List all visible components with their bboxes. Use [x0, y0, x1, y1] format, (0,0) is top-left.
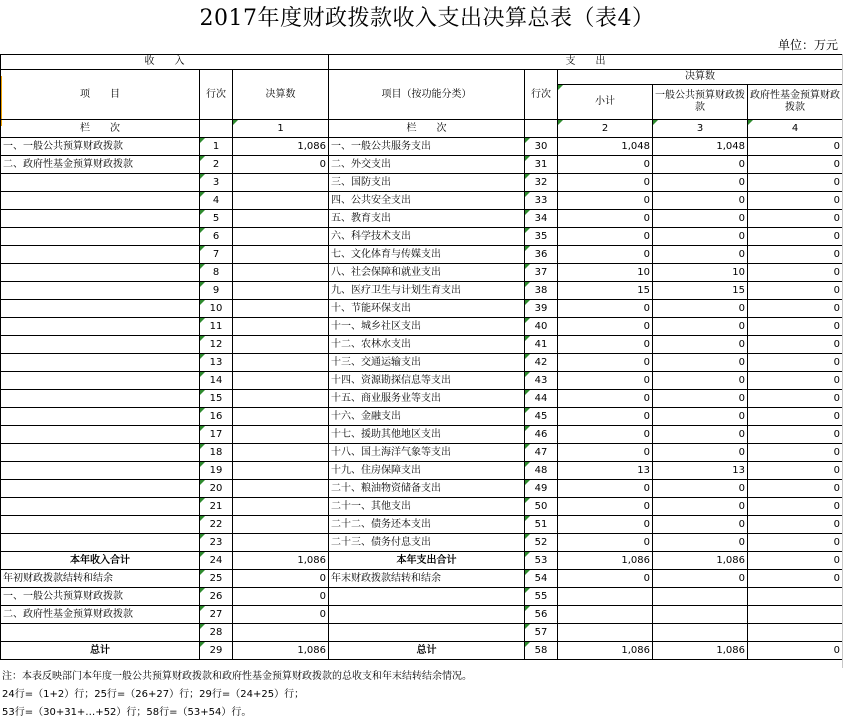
- expense-general-cell[interactable]: 0: [653, 444, 748, 462]
- expense-line-no-cell[interactable]: 37: [525, 264, 558, 282]
- expense-fund-cell[interactable]: 0: [748, 174, 843, 192]
- subtotal-header[interactable]: 小计: [558, 85, 653, 120]
- expense-general-cell[interactable]: 0: [653, 570, 748, 588]
- expense-line-no-cell[interactable]: 51: [525, 516, 558, 534]
- column-label-blank-right[interactable]: [525, 120, 558, 138]
- expense-subtotal-cell[interactable]: 0: [558, 390, 653, 408]
- expense-subtotal-cell[interactable]: 10: [558, 264, 653, 282]
- expense-fund-cell[interactable]: [748, 624, 843, 642]
- expense-item-cell[interactable]: [329, 624, 525, 642]
- income-item-cell[interactable]: [1, 282, 200, 300]
- expense-general-cell[interactable]: 0: [653, 408, 748, 426]
- expense-subtotal-cell[interactable]: 1,048: [558, 138, 653, 156]
- expense-line-no-cell[interactable]: 57: [525, 624, 558, 642]
- expense-general-cell[interactable]: 0: [653, 516, 748, 534]
- expense-line-no-cell[interactable]: 32: [525, 174, 558, 192]
- table-row: [1, 462, 843, 480]
- income-line-no-cell[interactable]: 2: [200, 156, 233, 174]
- expense-fund-cell[interactable]: 0: [748, 228, 843, 246]
- income-amount-cell[interactable]: 0: [233, 606, 329, 624]
- table-row: [1, 174, 843, 192]
- expense-item-cell[interactable]: 七、文化体育与传媒支出: [329, 246, 525, 264]
- income-amount-cell[interactable]: 1,086: [233, 642, 329, 660]
- note-line-3: 53行=（30+31+…+52）行；58行=（53+54）行。: [2, 707, 252, 718]
- expense-subtotal-cell[interactable]: 0: [558, 246, 653, 264]
- expense-line-no-cell[interactable]: 39: [525, 300, 558, 318]
- income-amount-cell[interactable]: [233, 390, 329, 408]
- income-item-cell[interactable]: 总计: [1, 642, 200, 660]
- income-item-cell[interactable]: [1, 462, 200, 480]
- table-row: [1, 300, 843, 318]
- expense-fund-cell[interactable]: 0: [748, 480, 843, 498]
- income-item-cell[interactable]: [1, 300, 200, 318]
- table-row: [1, 570, 843, 588]
- expense-item-cell[interactable]: 九、医疗卫生与计划生育支出: [329, 282, 525, 300]
- expense-item-cell[interactable]: [329, 588, 525, 606]
- expense-subtotal-cell[interactable]: 0: [558, 210, 653, 228]
- income-line-no-cell[interactable]: 17: [200, 426, 233, 444]
- income-item-cell[interactable]: 一、一般公共预算财政拨款: [1, 138, 200, 156]
- income-item-cell[interactable]: [1, 516, 200, 534]
- expense-subtotal-cell[interactable]: 0: [558, 192, 653, 210]
- expense-line-no-cell[interactable]: 53: [525, 552, 558, 570]
- expense-line-no-cell[interactable]: 34: [525, 210, 558, 228]
- income-amount-cell[interactable]: [233, 354, 329, 372]
- income-line-no-cell[interactable]: 22: [200, 516, 233, 534]
- income-amount-cell[interactable]: 1,086: [233, 552, 329, 570]
- income-item-cell[interactable]: [1, 390, 200, 408]
- expense-item-cell[interactable]: 八、社会保障和就业支出: [329, 264, 525, 282]
- expense-subtotal-cell[interactable]: 0: [558, 444, 653, 462]
- expense-general-cell[interactable]: 0: [653, 480, 748, 498]
- income-amount-cell[interactable]: [233, 282, 329, 300]
- expense-item-cell[interactable]: 一、一般公共服务支出: [329, 138, 525, 156]
- expense-item-cell[interactable]: 十六、金融支出: [329, 408, 525, 426]
- column-label-blank[interactable]: [200, 120, 233, 138]
- expense-line-no-cell[interactable]: 33: [525, 192, 558, 210]
- income-line-no-cell[interactable]: 8: [200, 264, 233, 282]
- expense-item-cell[interactable]: 十、节能环保支出: [329, 300, 525, 318]
- expense-fund-cell[interactable]: 0: [748, 246, 843, 264]
- expense-line-no-cell[interactable]: 30: [525, 138, 558, 156]
- expense-item-cell[interactable]: 十七、援助其他地区支出: [329, 426, 525, 444]
- table-row: [1, 336, 843, 354]
- table-row: [1, 606, 843, 624]
- expense-fund-cell[interactable]: 0: [748, 462, 843, 480]
- income-item-cell[interactable]: [1, 246, 200, 264]
- item-header[interactable]: 项 目: [1, 70, 200, 120]
- expense-item-cell[interactable]: 总计: [329, 642, 525, 660]
- expense-item-cell[interactable]: 十八、国土海洋气象等支出: [329, 444, 525, 462]
- expense-subtotal-cell[interactable]: 0: [558, 318, 653, 336]
- income-amount-cell[interactable]: [233, 498, 329, 516]
- expense-general-cell[interactable]: 0: [653, 210, 748, 228]
- income-line-no-cell[interactable]: 25: [200, 570, 233, 588]
- income-item-cell[interactable]: [1, 498, 200, 516]
- expense-line-no-cell[interactable]: 38: [525, 282, 558, 300]
- table-row: [1, 408, 843, 426]
- table-row: [1, 210, 843, 228]
- general-budget-header[interactable]: 一般公共预算财政拨款: [653, 85, 748, 120]
- table-row: [1, 246, 843, 264]
- table-row: [1, 138, 843, 156]
- income-line-no-cell[interactable]: 9: [200, 282, 233, 300]
- expense-fund-cell[interactable]: 0: [748, 516, 843, 534]
- expense-subtotal-cell[interactable]: 0: [558, 300, 653, 318]
- expense-subtotal-cell[interactable]: [558, 624, 653, 642]
- income-amount-cell[interactable]: [233, 246, 329, 264]
- expense-fund-cell[interactable]: 0: [748, 390, 843, 408]
- fund-budget-header[interactable]: 政府性基金预算财政拨款: [748, 85, 843, 120]
- expense-fund-cell[interactable]: 0: [748, 570, 843, 588]
- income-line-no-cell[interactable]: 19: [200, 462, 233, 480]
- expense-fund-cell[interactable]: 0: [748, 372, 843, 390]
- expense-line-no-cell[interactable]: 55: [525, 588, 558, 606]
- income-line-no-cell[interactable]: 15: [200, 390, 233, 408]
- expense-general-cell[interactable]: [653, 624, 748, 642]
- income-line-no-cell[interactable]: 24: [200, 552, 233, 570]
- income-amount-cell[interactable]: [233, 174, 329, 192]
- income-amount-cell[interactable]: [233, 444, 329, 462]
- income-amount-cell[interactable]: [233, 228, 329, 246]
- expense-item-cell[interactable]: 六、科学技术支出: [329, 228, 525, 246]
- expense-general-cell[interactable]: 0: [653, 156, 748, 174]
- expense-item-cell[interactable]: 十三、交通运输支出: [329, 354, 525, 372]
- income-line-no-cell[interactable]: 5: [200, 210, 233, 228]
- expense-general-cell[interactable]: 0: [653, 372, 748, 390]
- income-line-no-cell[interactable]: 18: [200, 444, 233, 462]
- column-label-cell[interactable]: 栏 次: [1, 120, 200, 138]
- expense-line-no-cell[interactable]: 35: [525, 228, 558, 246]
- expense-line-no-cell[interactable]: 54: [525, 570, 558, 588]
- income-amount-cell[interactable]: [233, 336, 329, 354]
- expense-subtotal-cell[interactable]: 0: [558, 336, 653, 354]
- expense-fund-cell[interactable]: 0: [748, 300, 843, 318]
- expense-item-cell[interactable]: 三、国防支出: [329, 174, 525, 192]
- expense-line-no-cell[interactable]: 47: [525, 444, 558, 462]
- table-row: [1, 354, 843, 372]
- expense-item-cell[interactable]: 年末财政拨款结转和结余: [329, 570, 525, 588]
- budget-table: [0, 54, 843, 660]
- expense-item-cell[interactable]: 十四、资源勘探信息等支出: [329, 372, 525, 390]
- expense-line-no-cell[interactable]: 46: [525, 426, 558, 444]
- expense-line-no-cell[interactable]: 31: [525, 156, 558, 174]
- expense-general-cell[interactable]: 0: [653, 426, 748, 444]
- income-line-no-cell[interactable]: 4: [200, 192, 233, 210]
- expense-item-cell[interactable]: 十二、农林水支出: [329, 336, 525, 354]
- table-row: [1, 192, 843, 210]
- expense-general-cell[interactable]: 0: [653, 336, 748, 354]
- expense-general-cell[interactable]: 0: [653, 390, 748, 408]
- expense-general-cell[interactable]: 0: [653, 498, 748, 516]
- expense-item-cell[interactable]: 五、教育支出: [329, 210, 525, 228]
- expense-fund-cell[interactable]: 0: [748, 426, 843, 444]
- expense-subtotal-cell[interactable]: 0: [558, 570, 653, 588]
- table-row: [1, 516, 843, 534]
- table-row: [1, 156, 843, 174]
- expense-general-cell[interactable]: 15: [653, 282, 748, 300]
- income-item-cell[interactable]: 本年收入合计: [1, 552, 200, 570]
- expense-item-cell[interactable]: 本年支出合计: [329, 552, 525, 570]
- expense-item-cell[interactable]: 二十二、债务还本支出: [329, 516, 525, 534]
- expense-subtotal-cell[interactable]: 0: [558, 534, 653, 552]
- expense-general-cell[interactable]: 0: [653, 318, 748, 336]
- table-row: [1, 480, 843, 498]
- income-item-cell[interactable]: 二、政府性基金预算财政拨款: [1, 156, 200, 174]
- income-amount-cell[interactable]: 0: [233, 570, 329, 588]
- expense-subtotal-cell[interactable]: 0: [558, 498, 653, 516]
- expense-fund-cell[interactable]: 0: [748, 138, 843, 156]
- expense-line-no-cell[interactable]: 49: [525, 480, 558, 498]
- table-row: [1, 498, 843, 516]
- income-item-cell[interactable]: [1, 264, 200, 282]
- expense-item-cell[interactable]: 十一、城乡社区支出: [329, 318, 525, 336]
- expense-header[interactable]: 支 出: [329, 55, 843, 70]
- expense-line-no-cell[interactable]: 36: [525, 246, 558, 264]
- expense-general-cell[interactable]: 10: [653, 264, 748, 282]
- income-amount-cell[interactable]: 0: [233, 588, 329, 606]
- income-amount-cell[interactable]: [233, 192, 329, 210]
- note-line-1: 注：本表反映部门本年度一般公共预算财政拨款和政府性基金预算财政拨款的总收支和年末结转结余情况。: [2, 671, 472, 682]
- table-row: [1, 264, 843, 282]
- expense-subtotal-cell[interactable]: 0: [558, 480, 653, 498]
- note-line-2: 24行=（1+2）行；25行=（26+27）行；29行=（24+25）行；: [2, 689, 305, 700]
- expense-item-cell[interactable]: 十五、商业服务业等支出: [329, 390, 525, 408]
- income-item-cell[interactable]: [1, 444, 200, 462]
- expense-line-no-cell[interactable]: 42: [525, 354, 558, 372]
- expense-subtotal-cell[interactable]: 15: [558, 282, 653, 300]
- table-row: [1, 552, 843, 570]
- income-amount-cell[interactable]: [233, 516, 329, 534]
- item-func-header[interactable]: 项目（按功能分类）: [329, 70, 525, 120]
- line-no2-header[interactable]: 行次: [525, 70, 558, 120]
- column-number-2[interactable]: 2: [558, 120, 653, 138]
- income-line-no-cell[interactable]: 28: [200, 624, 233, 642]
- income-amount-cell[interactable]: [233, 264, 329, 282]
- expense-item-cell[interactable]: [329, 606, 525, 624]
- income-item-cell[interactable]: [1, 210, 200, 228]
- expense-general-cell[interactable]: 0: [653, 228, 748, 246]
- report-title: 2017年度财政拨款收入支出决算总表（表4）: [199, 6, 655, 31]
- column-label-cell-right[interactable]: 栏 次: [329, 120, 525, 138]
- income-amount-cell[interactable]: [233, 408, 329, 426]
- expense-line-no-cell[interactable]: 45: [525, 408, 558, 426]
- income-amount-cell[interactable]: [233, 462, 329, 480]
- table-row: [1, 534, 843, 552]
- expense-item-cell[interactable]: 二十三、债务付息支出: [329, 534, 525, 552]
- expense-subtotal-cell[interactable]: 1,086: [558, 642, 653, 660]
- expense-general-cell[interactable]: 1,048: [653, 138, 748, 156]
- gridline: [842, 54, 843, 668]
- income-item-cell[interactable]: [1, 426, 200, 444]
- expense-subtotal-cell[interactable]: 0: [558, 408, 653, 426]
- expense-fund-cell[interactable]: 0: [748, 192, 843, 210]
- expense-subtotal-cell[interactable]: [558, 606, 653, 624]
- expense-fund-cell[interactable]: [748, 588, 843, 606]
- income-line-no-cell[interactable]: 27: [200, 606, 233, 624]
- table-row: [1, 444, 843, 462]
- income-item-cell[interactable]: [1, 174, 200, 192]
- income-amount-cell[interactable]: [233, 372, 329, 390]
- expense-subtotal-cell[interactable]: 0: [558, 426, 653, 444]
- line-no-header[interactable]: 行次: [200, 70, 233, 120]
- income-amount-cell[interactable]: [233, 624, 329, 642]
- income-item-cell[interactable]: [1, 372, 200, 390]
- income-amount-cell[interactable]: 0: [233, 156, 329, 174]
- income-line-no-cell[interactable]: 12: [200, 336, 233, 354]
- income-item-cell[interactable]: 二、政府性基金预算财政拨款: [1, 606, 200, 624]
- expense-fund-cell[interactable]: 0: [748, 534, 843, 552]
- expense-fund-cell[interactable]: 0: [748, 444, 843, 462]
- income-item-cell[interactable]: [1, 624, 200, 642]
- expense-general-cell[interactable]: [653, 606, 748, 624]
- income-line-no-cell[interactable]: 13: [200, 354, 233, 372]
- expense-fund-cell[interactable]: 0: [748, 408, 843, 426]
- expense-item-cell[interactable]: 二十一、其他支出: [329, 498, 525, 516]
- income-item-cell[interactable]: [1, 408, 200, 426]
- income-amount-cell[interactable]: 1,086: [233, 138, 329, 156]
- expense-fund-cell[interactable]: [748, 606, 843, 624]
- expense-line-no-cell[interactable]: 50: [525, 498, 558, 516]
- income-item-cell[interactable]: [1, 228, 200, 246]
- income-amount-cell[interactable]: [233, 210, 329, 228]
- income-item-cell[interactable]: [1, 192, 200, 210]
- expense-fund-cell[interactable]: 0: [748, 552, 843, 570]
- income-item-cell[interactable]: [1, 318, 200, 336]
- expense-subtotal-cell[interactable]: [558, 588, 653, 606]
- table-row: [1, 588, 843, 606]
- expense-line-no-cell[interactable]: 40: [525, 318, 558, 336]
- expense-item-cell[interactable]: 二、外交支出: [329, 156, 525, 174]
- expense-general-cell[interactable]: 0: [653, 246, 748, 264]
- income-item-cell[interactable]: [1, 354, 200, 372]
- expense-line-no-cell[interactable]: 58: [525, 642, 558, 660]
- expense-general-cell[interactable]: 0: [653, 354, 748, 372]
- income-line-no-cell[interactable]: 6: [200, 228, 233, 246]
- expense-fund-cell[interactable]: 0: [748, 642, 843, 660]
- expense-fund-cell[interactable]: 0: [748, 264, 843, 282]
- income-item-cell[interactable]: 一、一般公共预算财政拨款: [1, 588, 200, 606]
- income-item-cell[interactable]: [1, 480, 200, 498]
- expense-fund-cell[interactable]: 0: [748, 318, 843, 336]
- expense-fund-cell[interactable]: 0: [748, 336, 843, 354]
- income-line-no-cell[interactable]: 20: [200, 480, 233, 498]
- expense-line-no-cell[interactable]: 48: [525, 462, 558, 480]
- amount-group-header[interactable]: 决算数: [558, 70, 843, 85]
- table-row: [1, 642, 843, 660]
- income-line-no-cell[interactable]: 3: [200, 174, 233, 192]
- expense-subtotal-cell[interactable]: 0: [558, 516, 653, 534]
- expense-general-cell[interactable]: 0: [653, 534, 748, 552]
- expense-general-cell[interactable]: 13: [653, 462, 748, 480]
- expense-line-no-cell[interactable]: 56: [525, 606, 558, 624]
- income-header[interactable]: 收 入: [1, 55, 329, 70]
- expense-line-no-cell[interactable]: 44: [525, 390, 558, 408]
- expense-fund-cell[interactable]: 0: [748, 156, 843, 174]
- table-row: [1, 390, 843, 408]
- income-line-no-cell[interactable]: 23: [200, 534, 233, 552]
- expense-fund-cell[interactable]: 0: [748, 210, 843, 228]
- expense-item-cell[interactable]: 四、公共安全支出: [329, 192, 525, 210]
- income-amount-cell[interactable]: [233, 480, 329, 498]
- column-number-4[interactable]: 4: [748, 120, 843, 138]
- expense-subtotal-cell[interactable]: 0: [558, 354, 653, 372]
- expense-general-cell[interactable]: 0: [653, 192, 748, 210]
- table-row: [1, 624, 843, 642]
- expense-subtotal-cell[interactable]: 13: [558, 462, 653, 480]
- income-line-no-cell[interactable]: 10: [200, 300, 233, 318]
- income-line-no-cell[interactable]: 16: [200, 408, 233, 426]
- income-amount-cell[interactable]: [233, 300, 329, 318]
- income-line-no-cell[interactable]: 1: [200, 138, 233, 156]
- table-row: [1, 282, 843, 300]
- expense-general-cell[interactable]: [653, 588, 748, 606]
- expense-fund-cell[interactable]: 0: [748, 282, 843, 300]
- expense-general-cell[interactable]: 0: [653, 300, 748, 318]
- expense-item-cell[interactable]: 十九、住房保障支出: [329, 462, 525, 480]
- table-row: [1, 228, 843, 246]
- table-row: [1, 372, 843, 390]
- unit-label: 单位：万元: [777, 38, 838, 52]
- expense-line-no-cell[interactable]: 43: [525, 372, 558, 390]
- income-item-cell[interactable]: [1, 336, 200, 354]
- expense-general-cell[interactable]: 1,086: [653, 552, 748, 570]
- income-line-no-cell[interactable]: 21: [200, 498, 233, 516]
- column-number-1[interactable]: 1: [233, 120, 329, 138]
- expense-item-cell[interactable]: 二十、粮油物资储备支出: [329, 480, 525, 498]
- income-line-no-cell[interactable]: 7: [200, 246, 233, 264]
- expense-subtotal-cell[interactable]: 1,086: [558, 552, 653, 570]
- income-amount-cell[interactable]: [233, 426, 329, 444]
- table-row: [1, 426, 843, 444]
- income-item-cell[interactable]: [1, 534, 200, 552]
- expense-line-no-cell[interactable]: 52: [525, 534, 558, 552]
- expense-subtotal-cell[interactable]: 0: [558, 174, 653, 192]
- expense-fund-cell[interactable]: 0: [748, 498, 843, 516]
- expense-subtotal-cell[interactable]: 0: [558, 156, 653, 174]
- expense-general-cell[interactable]: 0: [653, 174, 748, 192]
- expense-general-cell[interactable]: 1,086: [653, 642, 748, 660]
- income-amount-cell[interactable]: [233, 318, 329, 336]
- expense-fund-cell[interactable]: 0: [748, 354, 843, 372]
- income-item-cell[interactable]: 年初财政拨款结转和结余: [1, 570, 200, 588]
- income-line-no-cell[interactable]: 14: [200, 372, 233, 390]
- table-row: [1, 318, 843, 336]
- expense-subtotal-cell[interactable]: 0: [558, 228, 653, 246]
- expense-line-no-cell[interactable]: 41: [525, 336, 558, 354]
- column-number-3[interactable]: 3: [653, 120, 748, 138]
- income-line-no-cell[interactable]: 26: [200, 588, 233, 606]
- income-line-no-cell[interactable]: 29: [200, 642, 233, 660]
- income-line-no-cell[interactable]: 11: [200, 318, 233, 336]
- expense-subtotal-cell[interactable]: 0: [558, 372, 653, 390]
- income-amount-cell[interactable]: [233, 534, 329, 552]
- amount-header[interactable]: 决算数: [233, 70, 329, 120]
